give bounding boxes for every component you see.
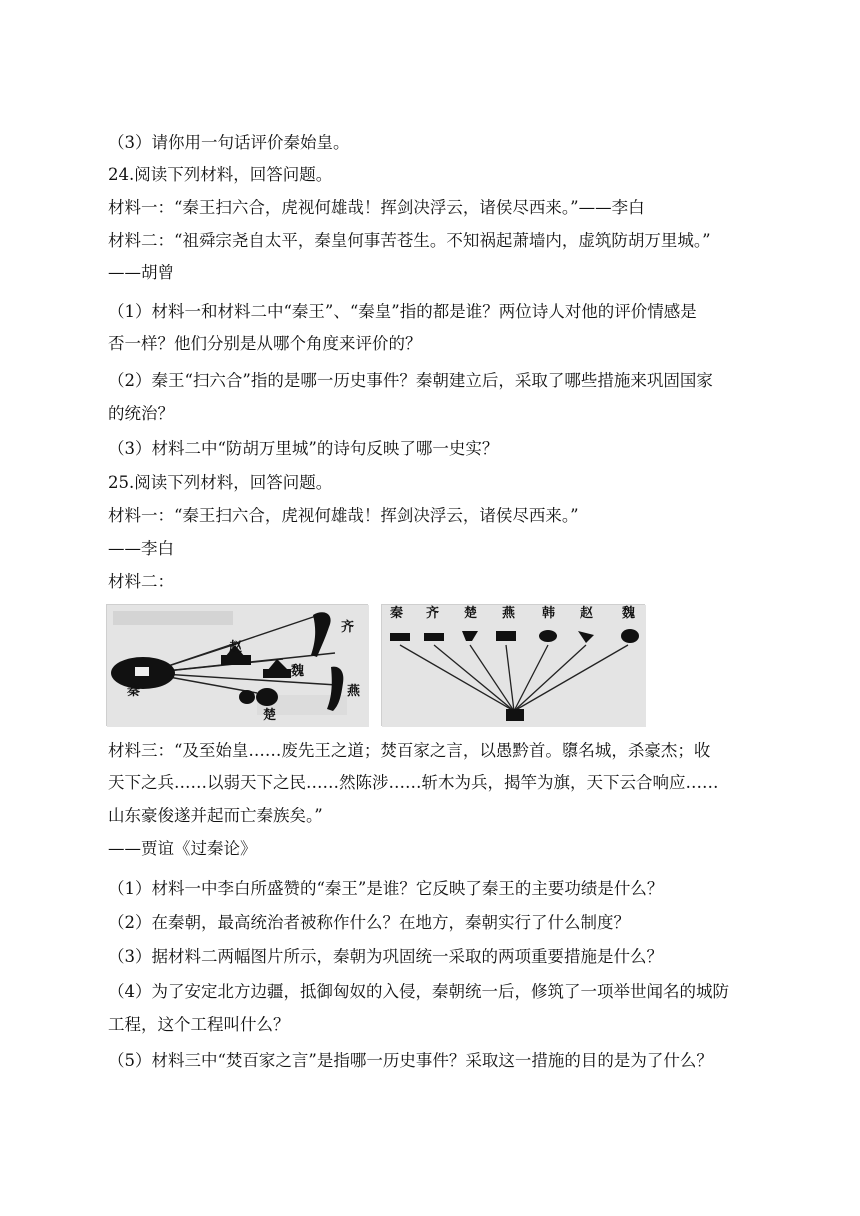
text-line: 材料三：“及至始皇……废先王之道；焚百家之言，以愚黔首。隳名城，杀豪杰；收 xyxy=(108,741,711,760)
text-line: （1）材料一和材料二中“秦王”、“秦皇”指的都是谁？两位诗人对他的评价情感是 xyxy=(108,302,697,321)
label-state: 魏 xyxy=(622,606,636,621)
text-line: ——李白 xyxy=(108,539,174,558)
text-line: （3）请你用一句话评价秦始皇。 xyxy=(108,133,350,152)
text-line: 材料二： xyxy=(108,572,174,591)
material-two-right-figure xyxy=(381,604,645,726)
script-unification-diagram xyxy=(382,605,646,727)
label-state: 楚 xyxy=(464,606,478,621)
text-line: 材料一：“秦王扫六合，虎视何雄哉！挥剑决浮云，诸侯尽西来。”——李白 xyxy=(108,198,645,217)
text-line: 材料二：“祖舜宗尧自太平，秦皇何事苦苍生。不知祸起萧墙内，虚筑防胡万里城。” xyxy=(108,231,711,250)
text-line: （1）材料一中李白所盛赞的“秦王”是谁？它反映了秦王的主要功绩是什么？ xyxy=(108,879,664,898)
material-two-left-figure xyxy=(106,604,368,726)
text-line: 天下之兵……以弱天下之民……然陈涉……斩木为兵，揭竿为旗，天下云合响应…… xyxy=(108,773,719,792)
text-line: 的统治？ xyxy=(108,404,174,423)
label-yan: 燕 xyxy=(347,684,361,699)
label-qin: 秦 xyxy=(127,684,141,699)
text-line: ——贾谊《过秦论》 xyxy=(108,839,257,858)
label-state: 韩 xyxy=(542,606,556,621)
label-state: 齐 xyxy=(426,606,440,621)
text-line: ——胡曾 xyxy=(108,263,174,282)
question-24-heading: 24.阅读下列材料，回答问题。 xyxy=(108,165,333,184)
text-line: 否一样？他们分别是从哪个角度来评价的？ xyxy=(108,334,422,353)
text-line: （4）为了安定北方边疆，抵御匈奴的入侵，秦朝统一后，修筑了一项举世闻名的城防 xyxy=(108,982,729,1001)
label-state: 秦 xyxy=(390,606,404,621)
text-line: （2）在秦朝，最高统治者被称作什么？在地方，秦朝实行了什么制度？ xyxy=(108,913,630,932)
text-line: 材料一：“秦王扫六合，虎视何雄哉！挥剑决浮云，诸侯尽西来。” xyxy=(108,506,579,525)
text-line: （3）材料二中“防胡万里城”的诗句反映了哪一史实？ xyxy=(108,439,499,458)
label-state: 燕 xyxy=(502,606,516,621)
text-line: 山东豪俊遂并起而亡秦族矣。” xyxy=(108,806,323,825)
text-line: （5）材料三中“焚百家之言”是指哪一历史事件？采取这一措施的目的是为了什么？ xyxy=(108,1051,713,1070)
question-25-heading: 25.阅读下列材料，回答问题。 xyxy=(108,473,333,492)
text-line: （2）秦王“扫六合”指的是哪一历史事件？秦朝建立后，采取了哪些措施来巩固国家 xyxy=(108,371,713,390)
label-state: 赵 xyxy=(580,606,594,621)
text-line: 工程，这个工程叫什么？ xyxy=(108,1015,290,1034)
conquest-diagram xyxy=(107,605,369,727)
label-zhao: 赵 xyxy=(229,640,243,655)
label-wei: 魏 xyxy=(291,664,305,679)
label-qi: 齐 xyxy=(341,620,355,635)
label-chu: 楚 xyxy=(263,708,277,723)
text-line: （3）据材料二两幅图片所示，秦朝为巩固统一采取的两项重要措施是什么？ xyxy=(108,947,663,966)
